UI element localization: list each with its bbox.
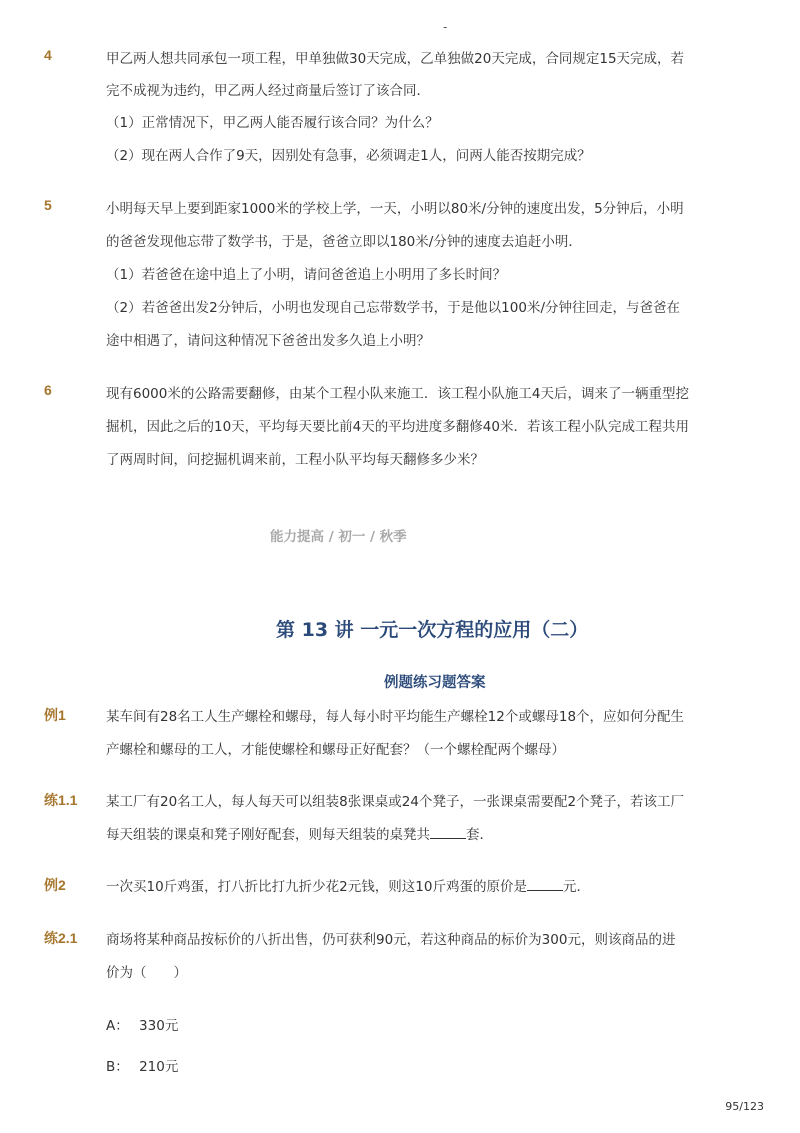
question-line: 甲乙两人想共同承包一项工程，甲单独做30天完成，乙单独做20天完成，合同规定15天完成，若 (106, 51, 685, 67)
question-line: 现有6000米的公路需要翻修，由某个工程小队来施工．该工程小队施工4天后，调来了一辆重型挖 (106, 386, 689, 402)
example-line: 产螺栓和螺母的工人，才能使螺栓和螺母正好配套？（一个螺栓配两个螺母） (106, 742, 565, 758)
option-value: 330元 (139, 1018, 179, 1034)
example-line: 某车间有28名工人生产螺栓和螺母，每人每小时平均能生产螺栓12个或螺母18个，应如何分配生 (106, 709, 685, 725)
example-line: 某工厂有20名工人，每人每天可以组装8张课桌或24个凳子，一张课桌需要配2个凳子，若该工厂 (106, 794, 685, 810)
example-number: 例2 (44, 877, 66, 893)
example-line (106, 823, 493, 843)
example-line-text: 每天组装的课桌和凳子刚好配套，则每天组装的桌凳共 (106, 827, 430, 843)
question-line: 的爸爸发现他忘带了数学书，于是，爸爸立即以180米/分钟的速度去追赶小明． (106, 234, 582, 250)
example-line-text: 一次买10斤鸡蛋，打八折比打九折少花2元钱，则这10斤鸡蛋的原价是 (106, 879, 527, 895)
option-a (106, 1014, 178, 1034)
example-line-tail: 套． (466, 827, 493, 843)
example-line-tail: 元． (562, 879, 590, 895)
question-line: 掘机，因此之后的10天，平均每天要比前4天的平均进度多翻修40米．若该工程小队完成工程共用 (106, 419, 689, 435)
example-line: 商场将某种商品按标价的八折出售，仍可获利90元，若这种商品的标价为300元，则该商品的进 (106, 932, 676, 948)
option-value: 210元 (139, 1059, 179, 1075)
example-line (106, 875, 590, 895)
question-line: 了两周时间，问挖掘机调来前，工程小队平均每天翻修多少米？ (106, 452, 484, 468)
top-mark: - (443, 20, 448, 34)
example-line: 价为（ ） (106, 965, 187, 981)
answer-blank (527, 878, 563, 891)
question-line: 完不成视为违约，甲乙两人经过商量后签订了该合同． (106, 83, 430, 99)
example-number: 练1.1 (44, 792, 78, 808)
answer-blank (430, 826, 466, 839)
question-subpart: 途中相遇了，请问这种情况下爸爸出发多久追上小明？ (106, 333, 430, 349)
footer-tag: 能力提高 / 初一 / 秋季 (270, 529, 407, 545)
question-line: 小明每天早上要到距家1000米的学校上学，一天，小明以80米/分钟的速度出发，5分钟后，小明 (106, 201, 684, 217)
section-title: 例题练习题答案 (384, 675, 486, 691)
question-subpart: （2）若爸爸出发2分钟后，小明也发现自己忘带数学书，于是他以100米/分钟往回走，与爸爸在 (106, 300, 680, 316)
option-label: A： (106, 1018, 129, 1034)
option-b (106, 1055, 178, 1075)
example-number: 例1 (44, 707, 66, 723)
question-subpart: （1）正常情况下，甲乙两人能否履行该合同？为什么？ (106, 115, 439, 131)
question-number: 4 (44, 47, 52, 63)
example-number: 练2.1 (44, 930, 78, 946)
question-number: 6 (44, 382, 52, 398)
question-subpart: （2）现在两人合作了9天，因别处有急事，必须调走1人，问两人能否按期完成？ (106, 148, 591, 164)
question-number: 5 (44, 197, 52, 213)
option-label: B： (106, 1059, 129, 1075)
question-subpart: （1）若爸爸在途中追上了小明，请问爸爸追上小明用了多长时间？ (106, 267, 507, 283)
lesson-title: 第 13 讲 一元一次方程的应用（二） (276, 619, 589, 641)
page-number: 95/123 (725, 1100, 764, 1113)
